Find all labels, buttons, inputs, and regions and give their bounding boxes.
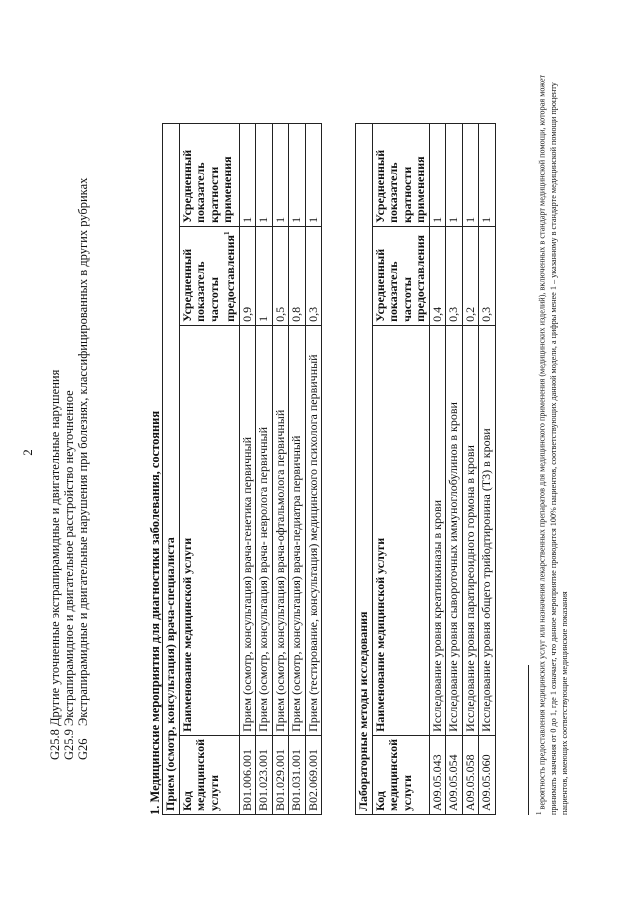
header-name: Наименование медицинской услуги bbox=[179, 325, 239, 735]
cell-code: B01.006.001 bbox=[239, 735, 256, 814]
cell-name: Исследование уровня общего трийодтиронина (Т3) в крови bbox=[479, 325, 496, 735]
cell-multiplicity: 1 bbox=[462, 123, 479, 226]
table-row bbox=[446, 123, 463, 814]
footnote-marker: 1 bbox=[223, 231, 231, 236]
cell-code: B02.069.001 bbox=[305, 735, 322, 814]
cell-name: Прием (осмотр, консультация) врача-генетика первичный bbox=[239, 325, 256, 735]
cell-multiplicity: 1 bbox=[305, 123, 322, 226]
icd-description: Экстрапирамидное и двигательное расстройство неуточненное bbox=[62, 390, 76, 726]
table-caption-row bbox=[163, 123, 180, 814]
footnote bbox=[534, 70, 570, 815]
table-row bbox=[429, 123, 446, 814]
cell-code: A09.05.054 bbox=[446, 735, 463, 814]
cell-name: Исследование уровня паратиреоидного гормона в крови bbox=[462, 325, 479, 735]
cell-multiplicity: 1 bbox=[272, 123, 289, 226]
cell-code: B01.031.001 bbox=[289, 735, 306, 814]
specialist-consultation-table bbox=[162, 123, 322, 815]
footnote-divider bbox=[528, 665, 529, 815]
cell-name: Прием (осмотр, консультация) врача-педиатра первичный bbox=[289, 325, 306, 735]
cell-frequency: 0,2 bbox=[462, 226, 479, 325]
cell-name: Прием (тестирование, консультация) медицинского психолога первичный bbox=[305, 325, 322, 735]
cell-frequency: 0,9 bbox=[239, 226, 256, 325]
table-row bbox=[305, 123, 322, 814]
header-frequency bbox=[179, 226, 239, 325]
icd-code: G25.9 bbox=[62, 729, 76, 760]
header-code: Код медицинской услуги bbox=[179, 735, 239, 814]
header-multiplicity: Усредненный показатель кратности применения bbox=[179, 123, 239, 226]
icd-item bbox=[48, 120, 62, 760]
cell-multiplicity: 1 bbox=[256, 123, 273, 226]
header-frequency-text: Усредненный показатель частоты предоставления bbox=[179, 235, 237, 322]
footnote-marker: 1 bbox=[535, 811, 543, 815]
cell-frequency: 0,3 bbox=[305, 226, 322, 325]
icd-code: G25.8 bbox=[48, 729, 62, 760]
cell-name: Прием (осмотр, консультация) врача-офтальмолога первичный bbox=[272, 325, 289, 735]
cell-frequency: 0,3 bbox=[479, 226, 496, 325]
table-header-row bbox=[179, 123, 239, 814]
cell-name: Исследование уровня сывороточных иммуноглобулинов в крови bbox=[446, 325, 463, 735]
cell-frequency: 0,3 bbox=[446, 226, 463, 325]
table-row bbox=[479, 123, 496, 814]
section-title: 1. Медицинские мероприятия для диагностики заболевания, состояния bbox=[148, 410, 162, 815]
header-code: Код медицинской услуги bbox=[372, 735, 429, 814]
cell-multiplicity: 1 bbox=[289, 123, 306, 226]
table-row bbox=[462, 123, 479, 814]
header-name: Наименование медицинской услуги bbox=[372, 325, 429, 735]
cell-name: Прием (осмотр, консультация) врача- невролога первичный bbox=[256, 325, 273, 735]
cell-multiplicity: 1 bbox=[429, 123, 446, 226]
cell-frequency: 0,8 bbox=[289, 226, 306, 325]
page-number: 2 bbox=[20, 449, 35, 456]
cell-frequency: 1 bbox=[256, 226, 273, 325]
cell-code: A09.05.058 bbox=[462, 735, 479, 814]
cell-code: A09.05.060 bbox=[479, 735, 496, 814]
cell-frequency: 0,4 bbox=[429, 226, 446, 325]
header-multiplicity: Усредненный показатель кратности применения bbox=[372, 123, 429, 226]
footnote-text: вероятность предоставления медицинских услуг или назначения лекарственных препаратов для медицинского применения (медицинских изделий), включенных в стандарт медицинской помощи, которая может принимать значения от 0 до 1, где 1 означает, что данное мероприятие проводится 100% пациентов, соответствующих данной модели, а цифры менее 1 – указанному в стандарте медицинской помощи проценту пациентов, имеющих соответствующие медицинские показания bbox=[537, 74, 569, 815]
cell-multiplicity: 1 bbox=[446, 123, 463, 226]
header-frequency: Усредненный показатель частоты предоставления bbox=[372, 226, 429, 325]
cell-code: B01.029.001 bbox=[272, 735, 289, 814]
laboratory-methods-table bbox=[355, 123, 496, 815]
cell-code: A09.05.043 bbox=[429, 735, 446, 814]
icd-code-list bbox=[48, 120, 90, 760]
icd-description: Другие уточненные экстрапирамидные и двигательные нарушения bbox=[48, 369, 62, 726]
table-row bbox=[272, 123, 289, 814]
table-caption-row bbox=[356, 123, 373, 814]
cell-multiplicity: 1 bbox=[479, 123, 496, 226]
icd-code: G26 bbox=[76, 738, 90, 760]
table-caption: Лабораторные методы исследования bbox=[356, 123, 373, 814]
table-row bbox=[256, 123, 273, 814]
cell-name: Исследование уровня креатинкиназы в крови bbox=[429, 325, 446, 735]
table-header-row bbox=[372, 123, 429, 814]
cell-code: B01.023.001 bbox=[256, 735, 273, 814]
table-row bbox=[289, 123, 306, 814]
icd-description: Экстрапирамидные и двигательные нарушения при болезнях, классифицированных в других рубриках bbox=[76, 177, 90, 726]
cell-frequency: 0,5 bbox=[272, 226, 289, 325]
icd-item bbox=[62, 120, 76, 760]
icd-item bbox=[76, 120, 90, 760]
cell-multiplicity: 1 bbox=[239, 123, 256, 226]
table-caption: Прием (осмотр, консультация) врача-специалиста bbox=[163, 123, 180, 814]
table-row bbox=[239, 123, 256, 814]
